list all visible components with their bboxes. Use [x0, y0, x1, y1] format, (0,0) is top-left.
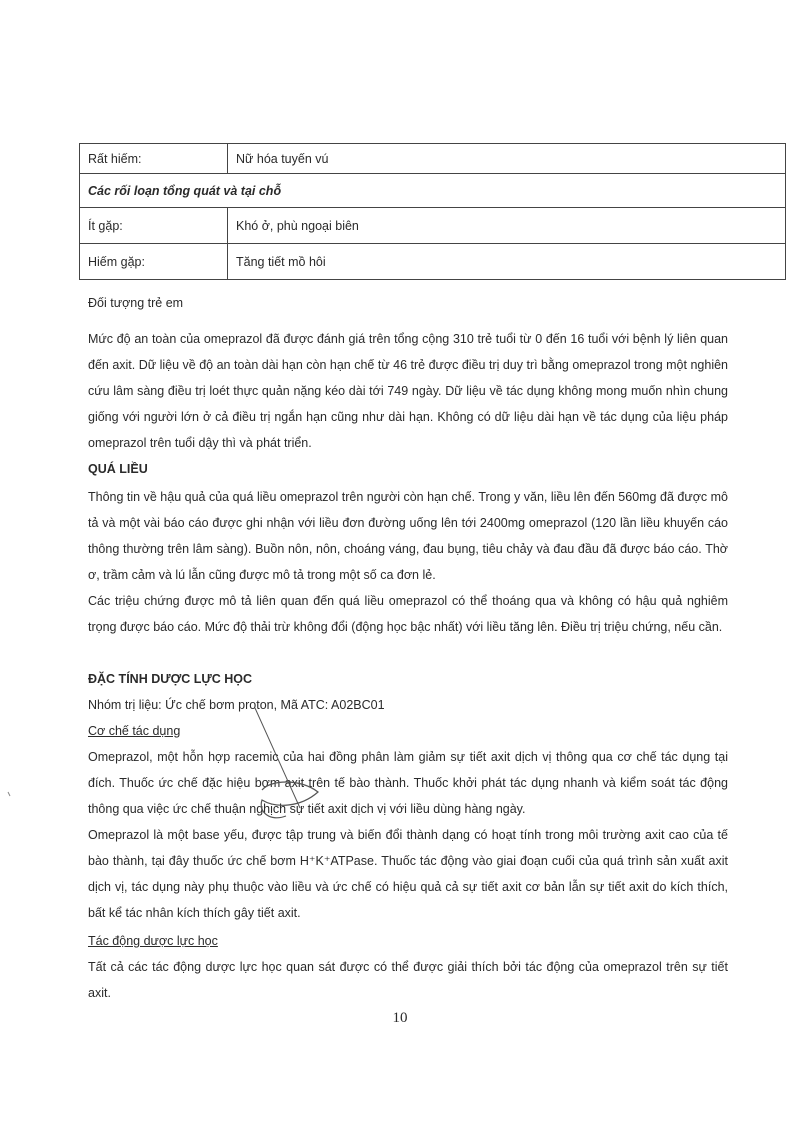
frequency-cell: Hiếm gặp:	[80, 244, 228, 280]
effects-heading: Tác động dược lực học	[88, 934, 218, 948]
effect-cell: Tăng tiết mồ hôi	[228, 244, 786, 280]
section-cell: Các rối loạn tổng quát và tại chỗ	[80, 174, 786, 208]
therapeutic-group: Nhóm trị liệu: Ức chế bơm proton, Mã ATC: A02BC01	[88, 698, 385, 712]
overdose-paragraph-2: Các triệu chứng được mô tả liên quan đến quá liều omeprazol có thể thoáng qua và không có hậu quả nghiêm trọng được báo cáo. Mức độ thải trừ không đổi (động học bậc nhất) với liều tăng lên. Điều trị triệu chứng, nếu cần.	[88, 594, 728, 634]
mechanism-paragraph-2: Omeprazol là một base yếu, được tập trung và biến đổi thành dạng có hoạt tính trong môi trường axit cao của tế bào thành, tại đây thuốc ức chế bơm H⁺K⁺ATPase. Thuốc tác động vào giai đoạn cuối của quá trình sản xuất axit dịch vị, tác dụng này phụ thuộc vào liều và ức chế có hiệu quả cả sự tiết axit cơ bản lẫn sự tiết axit do kích thích, bất kể tác nhân kích thích gây tiết axit.	[88, 828, 728, 920]
effect-cell: Khó ở, phù ngoại biên	[228, 208, 786, 244]
effect-cell: Nữ hóa tuyến vú	[228, 144, 786, 174]
page-number: 10	[392, 1010, 408, 1026]
mechanism-paragraph-1: Omeprazol, một hỗn hợp racemic của hai đồng phân làm giảm sự tiết axit dịch vị thông qua cơ chế tác dụng tại đích. Thuốc ức chế đặc hiệu bơm axit trên tế bào thành. Thuốc khởi phát tác dụng nhanh và kiểm soát tác động thông qua việc ức chế thuận nghịch sự tiết axit dịch vị với liều dùng hàng ngày.	[88, 750, 728, 816]
pediatric-heading: Đối tượng trẻ em	[88, 296, 184, 310]
overdose-paragraph-1: Thông tin về hậu quả của quá liều omeprazol trên người còn hạn chế. Trong y văn, liều lên đến 560mg đã được mô tả và một vài báo cáo được ghi nhận với liều đơn đường uống lên tới 2400mg omeprazol (120 lần liều khuyến cáo thông thường trên lâm sàng). Buồn nôn, nôn, choáng váng, đau bụng, tiêu chảy và đau đầu đã được báo cáo. Thờ ơ, trầm cảm và lú lẫn cũng được mô tả trong một số ca đơn lẻ.	[88, 490, 728, 582]
overdose-heading: QUÁ LIỀU	[88, 462, 148, 476]
frequency-cell: Rất hiếm:	[80, 144, 228, 174]
effects-paragraph: Tất cả các tác động dược lực học quan sát được có thể được giải thích bởi tác động của omeprazol trên sự tiết axit.	[88, 960, 728, 1000]
pharmacodynamics-heading: ĐẶC TÍNH DƯỢC LỰC HỌC	[88, 672, 253, 686]
frequency-cell: Ít gặp:	[80, 208, 228, 244]
pediatric-paragraph: Mức độ an toàn của omeprazol đã được đánh giá trên tổng cộng 310 trẻ tuổi từ 0 đến 16 tuổi với bệnh lý liên quan đến axit. Dữ liệu về độ an toàn dài hạn còn hạn chế từ 46 trẻ được điều trị duy trì bằng omeprazol trong một nghiên cứu lâm sàng điều trị loét thực quản nặng kéo dài tới 749 ngày. Dữ liệu về tác dụng không mong muốn nhìn chung giống với người lớn ở cả điều trị ngắn hạn cũng như dài hạn. Không có dữ liệu dài hạn về tác dụng của liệu pháp omeprazol trên tuổi dậy thì và phát triển.	[88, 332, 728, 450]
mechanism-heading: Cơ chế tác dụng	[88, 724, 181, 738]
